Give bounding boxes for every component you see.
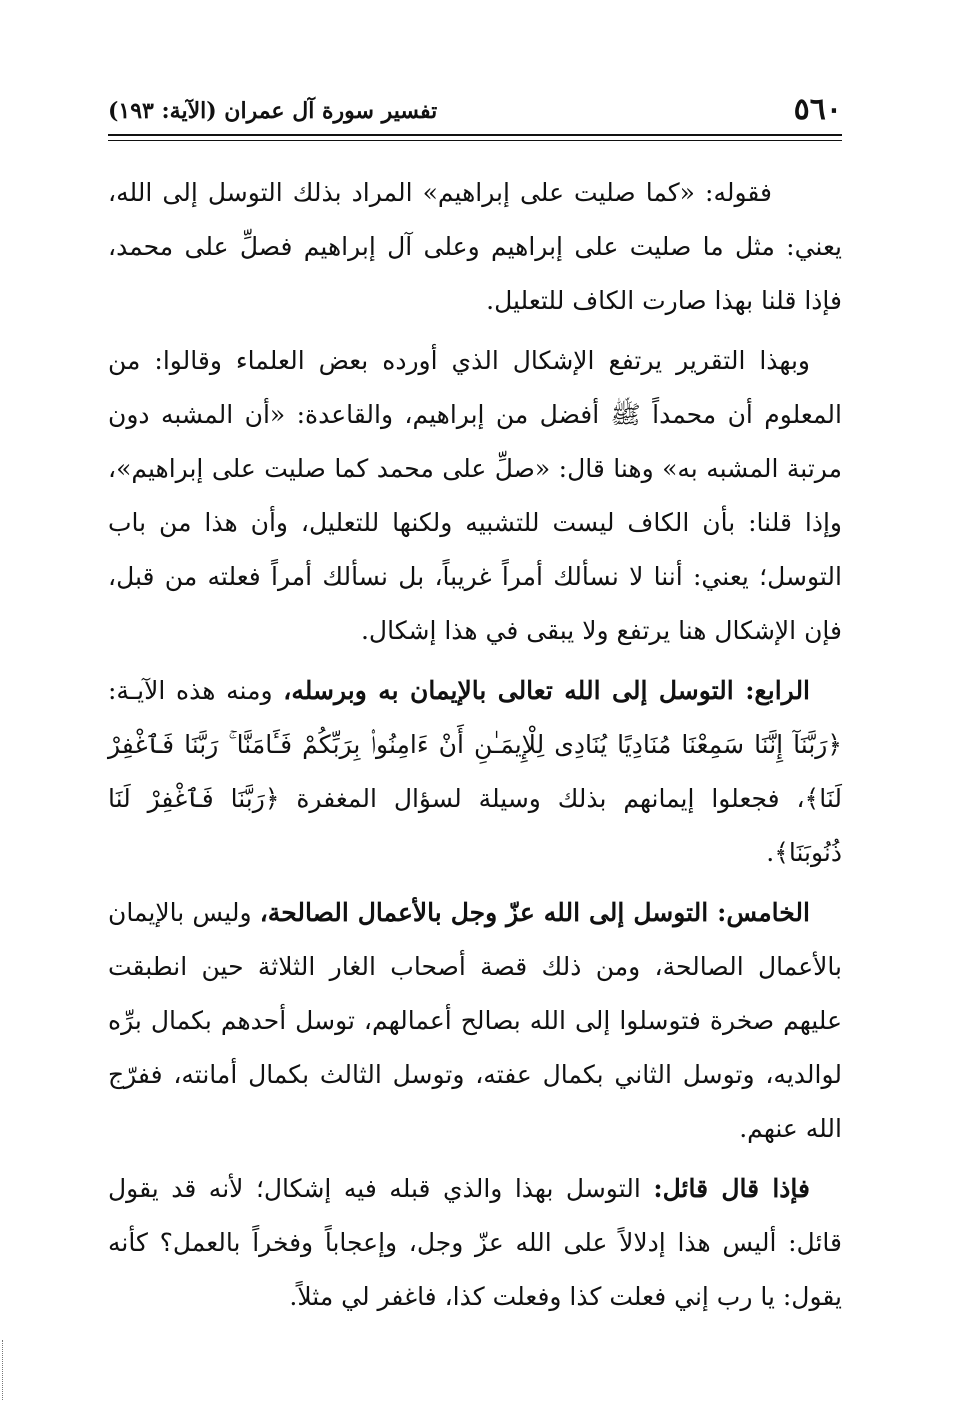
- quran-verse: ﴿رَبَّنَا فَٱغْفِرْ لَنَا ذُنُوبَنَا﴾: [108, 784, 842, 867]
- page-header: [108, 88, 842, 136]
- paragraph-objection: [108, 1162, 842, 1324]
- paragraph-fifth-point: [108, 886, 842, 1156]
- paragraph-text: ومنه هذه الآيـة:: [108, 676, 284, 705]
- paragraph-text: وبهذا التقرير يرتفع الإشكال الذي أورده بعض العلماء وقالوا: من المعلوم أن محمداً ﷺ أفضل من إبراهيم، والقاعدة: «أن المشبه دون مرتبة المشبه به» وهنا قال: «صلِّ على محمد كما صليت على إبراهيم»، وإذا قلنا: بأن الكاف ليست للتشبيه ولكنها للتعليل، وأن هذا من باب التوسل؛ يعني: أننا لا نسألك أمراً غريباً، بل نسألك أمراً فعلته من قبل، فإن الإشكال هنا يرتفع ولا يبقى في هذا إشكال.: [108, 346, 842, 645]
- paragraph-lead: الخامس: التوسل إلى الله عزّ وجل بالأعمال الصالحة،: [259, 898, 810, 927]
- paragraph-text: .: [766, 838, 775, 867]
- scan-edge-mark: [2, 1340, 5, 1400]
- paragraph-lead: فإذا قال قائل:: [653, 1174, 810, 1203]
- page-body: [108, 166, 842, 1324]
- page-number: ٥٦٠: [793, 92, 842, 127]
- paragraph-text: وليس بالإيمان بالأعمال الصالحة، ومن ذلك قصة أصحاب الغار الثلاثة حين انطبقت عليهم صخرة فتوسلوا إلى الله بصالح أعمالهم، توسل أحدهم بكمال برِّه لوالديه، وتوسل الثاني بكمال عفته، وتوسل الثالث بكمال أمانته، ففرّج الله عنهم.: [108, 898, 842, 1143]
- paragraph-text: فقوله: «كما صليت على إبراهيم» المراد بذلك التوسل إلى الله، يعني: مثل ما صليت على إبراهيم وعلى آل إبراهيم فصلِّ على محمد، فإذا قلنا بهذا صارت الكاف للتعليل.: [108, 178, 842, 315]
- paragraph-text: التوسل بهذا والذي قبله فيه إشكال؛ لأنه قد يقول قائل: أليس هذا إدلالاً على الله عزّ وجل، وإعجاباً وفخراً بالعمل؟ كأنه يقول: يا رب إني فعلت كذا وفعلت كذا، فاغفر لي مثلاً.: [108, 1174, 842, 1311]
- paragraph-text: ، فجعلوا إيمانهم بذلك وسيلة لسؤال المغفرة: [279, 784, 805, 813]
- paragraph-fourth-point: [108, 664, 842, 880]
- paragraph-1: [108, 166, 842, 328]
- book-page: [108, 88, 842, 1328]
- paragraph-2: [108, 334, 842, 658]
- paragraph-lead: الرابع: التوسل إلى الله تعالى بالإيمان به وبرسله،: [283, 676, 811, 705]
- quran-verse: ﴿رَبَّنَآ إِنَّنَا سَمِعْنَا مُنَادِيًا يُنَادِى لِلْإِيمَـٰنِ أَنْ ءَامِنُوا۟ بِرَبِّكُمْ فَـَٔامَنَّا ۚ رَبَّنَا فَٱغْفِرْ لَنَا﴾: [108, 730, 842, 813]
- running-title: تفسير سورة آل عمران (الآية: ١٩٣): [108, 98, 438, 124]
